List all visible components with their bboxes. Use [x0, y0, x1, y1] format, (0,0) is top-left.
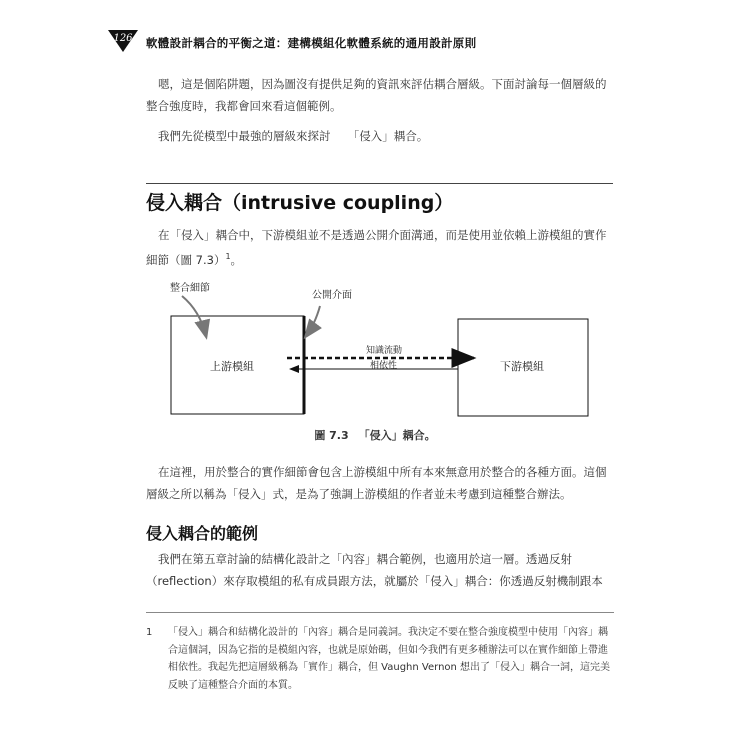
label-knowledge-flow: 知識流動	[366, 346, 403, 356]
public-interface-arrow	[306, 306, 320, 336]
page-number: 126	[113, 33, 133, 44]
intro-paragraph-2: 我們先從模型中最強的層級來探討 「侵入」耦合。	[158, 129, 429, 143]
intro-paragraph-1: 嗯，這是個陷阱題，因為圖沒有提供足夠的資訊來評估耦合層級。下面討論每一個層級的整合強度時，我都會回來看這個範例。	[146, 77, 607, 113]
label-public-interface: 公開介面	[312, 290, 352, 301]
figure-7-3	[140, 276, 610, 425]
section-paragraph-end: 。	[230, 252, 243, 267]
footnote-rule	[146, 612, 614, 613]
label-downstream: 下游模組	[500, 360, 544, 373]
figure-caption	[0, 427, 750, 443]
figure-caption-text: 「侵入」耦合。	[358, 429, 436, 442]
section-heading: 侵入耦合（intrusive coupling）	[146, 192, 454, 214]
page-number-badge	[108, 30, 138, 52]
footnote-ref: 1	[225, 252, 231, 261]
section-paragraph	[146, 224, 614, 271]
subsection-paragraph: 我們在第五章討論的結構化設計之「內容」耦合範例，也適用於這一層。透過反射（reflection）來存取模組的私有成員跟方法，就屬於「侵入」耦合：你透過反射機制跟本	[146, 552, 603, 588]
label-dependency: 相依性	[370, 361, 398, 371]
subsection-heading: 侵入耦合的範例	[146, 524, 259, 543]
running-title: 軟體設計耦合的平衡之道：建構模組化軟體系統的通用設計原則	[146, 36, 477, 50]
figure-diagram	[140, 276, 610, 421]
footnote	[146, 624, 614, 694]
after-figure-paragraph: 在這裡，用於整合的實作細節會包含上游模組中所有本來無意用於整合的各種方面。這個層級之所以稱為「侵入」式，是為了強調上游模組的作者並未考慮到這種整合辦法。	[146, 465, 607, 501]
section-paragraph-text: 在「侵入」耦合中，下游模組並不是透過公開介面溝通，而是使用並依賴上游模組的實作細節（圖 7.3）	[146, 228, 607, 267]
section-rule	[146, 183, 613, 184]
footnote-mark: 1	[146, 627, 153, 638]
label-upstream: 上游模組	[210, 360, 254, 373]
footnote-text: 「侵入」耦合和結構化設計的「內容」耦合是同義詞。我決定不要在整合強度模型中使用「內容」耦合這個詞，因為它指的是模組內容，也就是原始碼，但如今我們有更多種辦法可以在實作細節上帶進相依性。我起先把這層級稱為「實作」耦合，但 Vaughn Vernon 想出了「侵入」耦合一詞，這完美反映了這種整合介面的本質。	[168, 627, 611, 691]
label-integration-details: 整合細節	[170, 283, 210, 294]
figure-caption-number: 圖 7.3	[314, 429, 349, 442]
